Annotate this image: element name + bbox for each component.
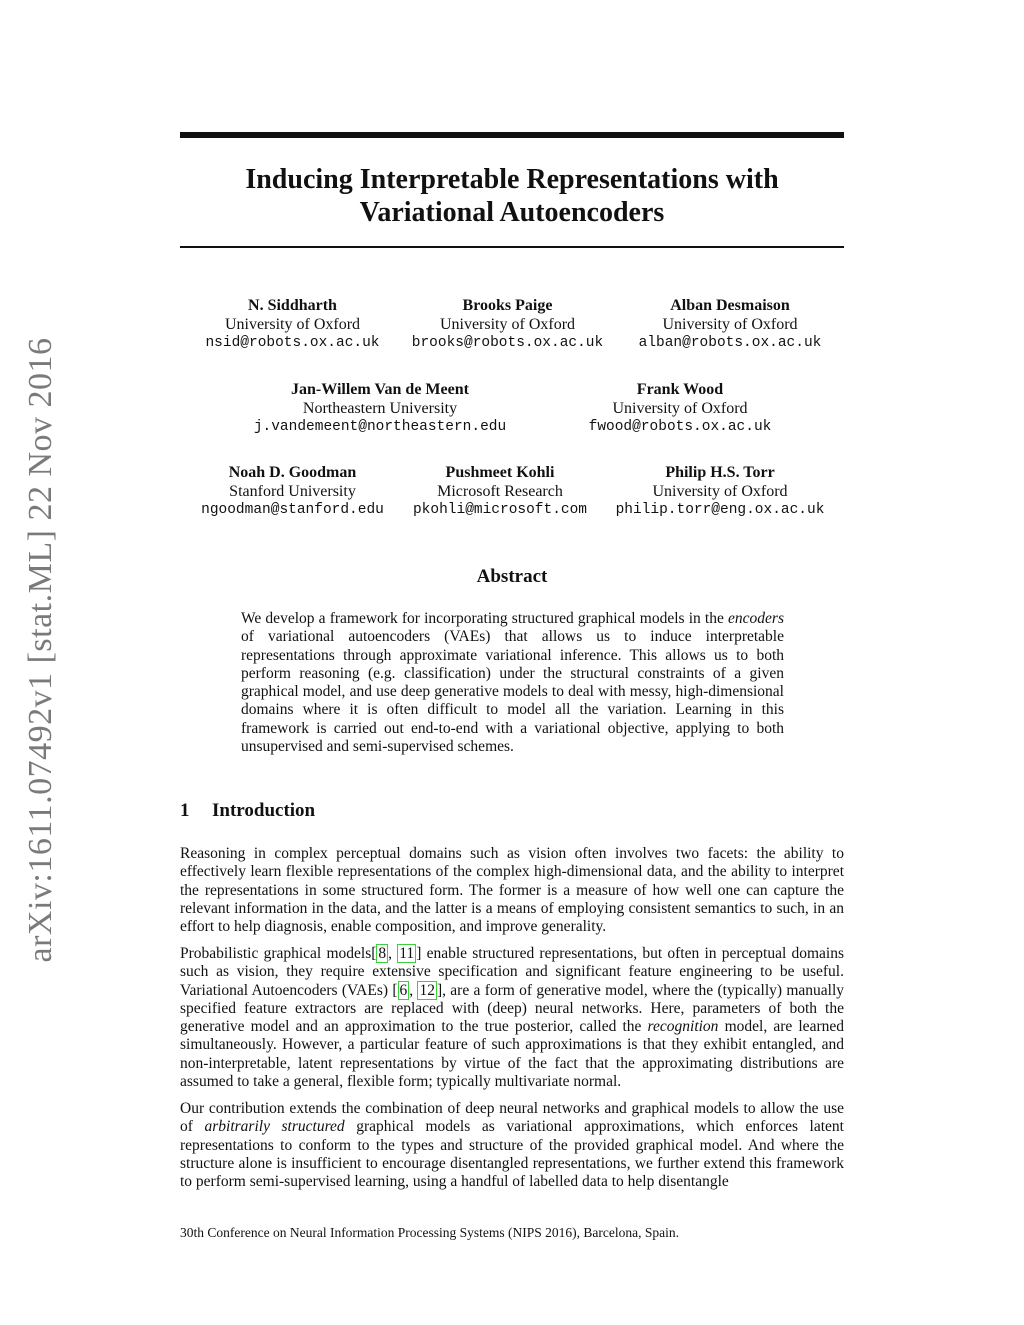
citation-link[interactable]: 6 xyxy=(399,981,408,999)
title-line-2: Variational Autoencoders xyxy=(359,197,665,228)
paragraph-2 xyxy=(180,945,844,1091)
p2-text: , xyxy=(388,945,398,962)
abstract-body xyxy=(241,610,784,756)
p3-emphasis: arbitrarily structured xyxy=(204,1118,345,1136)
author-email[interactable]: brooks@robots.ox.ac.uk xyxy=(411,335,604,351)
citation-link[interactable]: 12 xyxy=(419,981,435,999)
author-name: Pushmeet Kohli xyxy=(445,464,555,481)
author-name: Alban Desmaison xyxy=(670,297,790,314)
citation-link[interactable]: 11 xyxy=(399,945,415,962)
conference-footnote: 30th Conference on Neural Information Processing Systems (NIPS 2016), Barcelona, Spain. xyxy=(180,1225,680,1240)
author-affiliation: Microsoft Research xyxy=(437,483,563,500)
author-block xyxy=(400,463,600,520)
paper-title xyxy=(180,163,844,229)
author-name: Jan-Willem Van de Meent xyxy=(291,381,469,398)
title-top-rule xyxy=(180,132,844,138)
title-bottom-rule xyxy=(180,246,844,248)
author-email[interactable]: j.vandemeent@northeastern.edu xyxy=(253,419,507,435)
author-name: Brooks Paige xyxy=(462,297,553,314)
p2-text: , xyxy=(409,981,418,999)
author-block xyxy=(610,463,830,520)
author-block xyxy=(190,463,395,520)
p3-text: Our contribution extends the combination of deep neural networks and graphical models to allow the use of xyxy=(180,1100,844,1136)
title-line-1: Inducing Interpretable Representations with xyxy=(245,164,779,195)
author-affiliation: University of Oxford xyxy=(612,400,748,417)
author-name: Noah D. Goodman xyxy=(228,464,357,481)
author-email[interactable]: nsid@robots.ox.ac.uk xyxy=(205,335,380,351)
p3-text: graphical models as variational approximations, which enforces latent representations to conform to the types and structure of the provided graphical model. And where the structure alone is insufficient to encourage disentangled representations, we further extend this framework to perform semi-supervised learning, using a handful of labelled data to help disentangle xyxy=(180,1118,844,1191)
author-affiliation: University of Oxford xyxy=(662,316,798,333)
p2-text: ], are a form of generative model, where the (typically) manually specified feature extractors are replaced with (deep) neural networks. Here, parameters of both the generative model and an approximation to the true posterior, called the xyxy=(180,981,845,1036)
author-email[interactable]: ngoodman@stanford.edu xyxy=(201,502,384,518)
arxiv-stamp xyxy=(6,337,76,963)
author-email[interactable]: alban@robots.ox.ac.uk xyxy=(638,335,822,351)
section-heading xyxy=(180,800,315,822)
author-email[interactable]: pkohli@microsoft.com xyxy=(412,502,588,518)
author-block xyxy=(570,380,790,437)
section-number: 1 xyxy=(180,800,190,821)
author-affiliation: Stanford University xyxy=(229,483,356,500)
p2-text: ] enable structured representations, but often in perceptual domains such as vision, they require extensive specification and significant feature engineering to be useful. Variational Autoencoders (VAEs) [ xyxy=(180,945,844,999)
author-affiliation: University of Oxford xyxy=(439,316,576,333)
author-name: Frank Wood xyxy=(636,381,724,398)
p2-text: model, are learned simultaneously. However, a particular feature of such approximations is that they exhibit entangled, and non-interpretable, latent representations by virtue of the fact that the approximating distributions are assumed to take a general, flexible form; typically multivariate normal. xyxy=(180,1018,844,1091)
author-email[interactable]: philip.torr@eng.ox.ac.uk xyxy=(615,502,825,518)
paragraph-1: Reasoning in complex perceptual domains such as vision often involves two facets: the ability to effectively learn flexible representations of the complex high-dimensional data, and the ability to interpret the representations in some structured form. The former is a measure of how well one can capture the relevant information in the data, and the latter is a means of employing consistent semantics to such, in an effort to help diagnosis, enable composition, and improve generality. xyxy=(180,845,844,936)
author-affiliation: Northeastern University xyxy=(302,400,458,417)
author-block xyxy=(230,380,530,437)
author-email[interactable]: fwood@robots.ox.ac.uk xyxy=(588,419,772,435)
abstract-text-start: We develop a framework for incorporating structured graphical models in the xyxy=(241,610,729,627)
abstract-emphasis: encoders xyxy=(728,610,784,627)
abstract-text-rest: of variational autoencoders (VAEs) that allows us to induce interpretable representations through approximate variational inference. This allows us to both perform reasoning (e.g. classification) under the structural constraints of a given graphical model, and use deep generative models to deal with messy, high-dimensional domains where it is often difficult to model all the variation. Learning in this framework is carried out end-to-end with a variational objective, applying to both unsupervised and semi-supervised schemes. xyxy=(241,628,784,756)
author-affiliation: University of Oxford xyxy=(224,316,361,333)
author-block xyxy=(190,296,395,353)
author-name: Philip H.S. Torr xyxy=(665,464,775,481)
author-name: N. Siddharth xyxy=(248,297,337,314)
arxiv-stamp-text: arXiv:1611.07492v1 [stat.ML] 22 Nov 2016 xyxy=(22,337,59,963)
citation-link[interactable]: 8 xyxy=(378,945,387,962)
p2-emphasis: recognition xyxy=(647,1018,719,1036)
author-block xyxy=(400,296,615,353)
paragraph-3 xyxy=(180,1100,844,1191)
author-block xyxy=(625,296,835,353)
author-affiliation: University of Oxford xyxy=(652,483,788,500)
section-title: Introduction xyxy=(212,800,316,821)
p2-text: Probabilistic graphical models[ xyxy=(180,945,377,962)
abstract-heading: Abstract xyxy=(476,566,548,587)
